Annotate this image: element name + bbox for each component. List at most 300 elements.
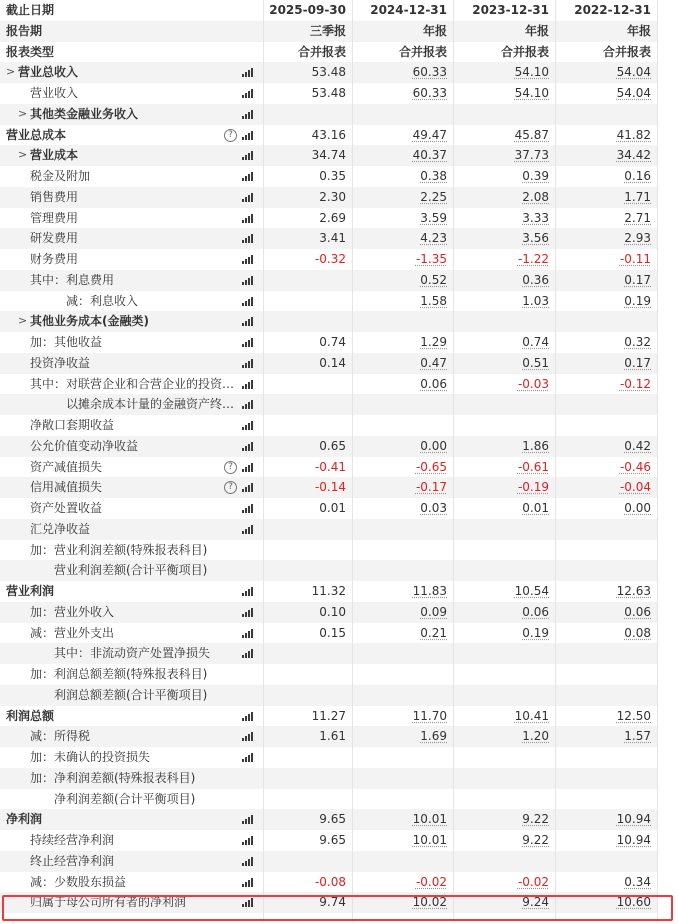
table-row[interactable] <box>0 457 657 478</box>
table-row[interactable] <box>0 208 657 229</box>
row-label-text: 其他业务成本(金融类) <box>30 314 149 329</box>
question-circle-icon[interactable]: ? <box>224 129 237 142</box>
table-row[interactable] <box>0 664 657 685</box>
col-2022-12-31-value <box>555 685 657 706</box>
col-2024-12-31-value <box>352 311 453 332</box>
table-row[interactable] <box>0 311 657 332</box>
col-2022-12-31-value <box>555 394 657 415</box>
col-2023-12-31-value: 10.54 <box>514 584 549 598</box>
table-row[interactable] <box>0 706 657 727</box>
col-2023-12-31-value: 3.56 <box>522 231 549 246</box>
col-2025-09-30-value: 53.48 <box>311 65 346 80</box>
row-label-text: 资产处置收益 <box>30 501 103 515</box>
col-2022-12-31-value: 0.00 <box>624 501 651 515</box>
col-2025-09-30-value: 3.41 <box>319 231 346 246</box>
col-2024-12-31-value: 0.47 <box>420 355 447 370</box>
col-2023-12-31-value: 0.06 <box>522 604 549 619</box>
col-2024-12-31-value: 1.29 <box>420 335 447 349</box>
col-2025-09-30-value <box>263 664 352 685</box>
bar-chart-icon[interactable] <box>242 317 254 326</box>
col-2022-12-31-value <box>555 747 657 768</box>
row-label <box>0 270 263 291</box>
col-2022-12-31-value: 0.19 <box>624 293 651 308</box>
bar-chart-icon[interactable] <box>242 172 254 181</box>
col-2025-09-30-value <box>263 540 352 561</box>
col-2024-12-31-header: 年报 <box>422 23 447 38</box>
col-2023-12-31-value: 1.86 <box>522 438 549 453</box>
row-label-text: 减：营业外支出 <box>30 625 115 640</box>
row-label-text: 加：未确认的投资损失 <box>30 750 151 764</box>
bar-chart-icon[interactable] <box>242 732 254 741</box>
table-row[interactable] <box>0 768 657 789</box>
col-2022-12-31-value: 10.94 <box>616 833 651 847</box>
table-row[interactable] <box>0 519 657 540</box>
row-label-text: 减：利息收入 <box>66 293 139 308</box>
row-label-text: 净利润差额(合计平衡项目) <box>54 791 196 806</box>
table-row[interactable] <box>0 249 657 270</box>
col-2024-12-31-value: 11.70 <box>412 708 447 723</box>
row-label <box>0 311 263 332</box>
col-2023-12-31-value <box>453 851 555 872</box>
table-row[interactable] <box>0 125 657 146</box>
col-2025-09-30-value: -0.08 <box>314 874 346 889</box>
col-2023-12-31-value: 0.39 <box>522 169 549 183</box>
row-label-text: 加：其他收益 <box>30 335 103 349</box>
col-2022-12-31-value <box>555 104 657 125</box>
col-2023-12-31-value: 45.87 <box>514 127 549 142</box>
col-2023-12-31-value <box>453 104 555 125</box>
col-2022-12-31-value: 0.08 <box>624 625 651 640</box>
col-2023-12-31-value <box>453 685 555 706</box>
col-2023-12-31-value: 0.74 <box>522 335 549 349</box>
col-2023-12-31-value: 9.22 <box>522 812 549 827</box>
table-row[interactable] <box>0 353 657 374</box>
col-2024-12-31-value: 10.01 <box>412 833 447 847</box>
col-2023-12-31-value <box>453 643 555 664</box>
col-2023-12-31-value <box>453 540 555 561</box>
col-2024-12-31-value: 49.47 <box>412 127 447 142</box>
table-row[interactable] <box>0 581 657 602</box>
col-2025-09-30-value: 11.32 <box>311 584 346 598</box>
row-label <box>0 145 263 166</box>
col-2025-09-30-value <box>263 768 352 789</box>
row-label <box>0 394 263 415</box>
col-2022-12-31-value: 10.60 <box>616 895 651 910</box>
row-label <box>0 685 263 706</box>
col-2025-09-30-value <box>263 394 352 415</box>
row-label <box>0 477 263 498</box>
bar-chart-icon[interactable] <box>242 151 254 160</box>
chevron-right-icon[interactable]: > <box>18 106 28 120</box>
col-2025-09-30-value: 9.65 <box>319 812 346 827</box>
bar-chart-icon[interactable] <box>242 753 254 762</box>
col-2024-12-31-value: 3.59 <box>420 210 447 225</box>
row-label-text: 财务费用 <box>30 252 79 266</box>
row-label <box>0 436 263 457</box>
col-2022-12-31-value <box>555 851 657 872</box>
table-row[interactable] <box>0 809 657 830</box>
row-label-text: 终止经营净利润 <box>30 853 115 868</box>
col-2025-09-30-value: 0.10 <box>319 604 346 619</box>
bar-chart-icon[interactable] <box>242 234 254 243</box>
bar-chart-icon[interactable] <box>242 836 254 845</box>
col-2025-09-30-value <box>263 519 352 540</box>
row-label-text: 研发费用 <box>30 231 79 246</box>
bar-chart-icon[interactable] <box>242 193 254 202</box>
row-label-text: 税金及附加 <box>30 169 91 183</box>
col-2024-12-31-value <box>352 643 453 664</box>
bar-chart-icon[interactable] <box>242 608 254 617</box>
row-label <box>0 623 263 644</box>
col-2022-12-31-value <box>555 560 657 581</box>
col-2022-12-31-value: 54.04 <box>616 86 651 100</box>
col-2024-12-31-value: -0.02 <box>415 874 447 889</box>
row-label <box>0 706 263 727</box>
col-2022-12-31-value: 1.57 <box>624 729 651 744</box>
question-circle-icon[interactable]: ? <box>224 461 237 474</box>
col-2023-12-31-value <box>453 789 555 810</box>
row-label-text: 其中：利息费用 <box>30 272 115 287</box>
row-label-text: 营业利润 <box>6 584 55 598</box>
col-2024-12-31-value: 0.09 <box>420 604 447 619</box>
col-2025-09-30-value: 43.16 <box>311 127 346 142</box>
row-label <box>0 353 263 374</box>
col-2024-12-31-value: 1.69 <box>420 729 447 744</box>
row-label-text: 加：利润总额差额(特殊报表科目) <box>30 667 208 681</box>
column-divider <box>555 0 556 922</box>
row-label <box>0 830 263 851</box>
col-2025-09-30-value: 2.30 <box>319 189 346 204</box>
col-2023-12-31-header: 年报 <box>524 23 549 38</box>
row-label <box>0 789 263 810</box>
col-2022-12-31-value <box>555 664 657 685</box>
col-2022-12-31-value <box>555 643 657 664</box>
chevron-right-icon[interactable]: > <box>6 65 16 79</box>
row-label <box>0 187 263 208</box>
table-row[interactable] <box>0 602 657 623</box>
row-label <box>0 519 263 540</box>
bar-chart-icon[interactable] <box>242 338 254 347</box>
table-row[interactable] <box>0 394 657 415</box>
bar-chart-icon[interactable] <box>242 629 254 638</box>
col-2023-12-31-value: 9.22 <box>522 833 549 847</box>
col-2022-12-31-header: 年报 <box>626 23 651 38</box>
table-row[interactable] <box>0 145 657 166</box>
col-2025-09-30-value: 0.14 <box>319 355 346 370</box>
bar-chart-icon[interactable] <box>242 712 254 721</box>
row-label-text: 减：所得税 <box>30 729 91 744</box>
row-label-text: 营业利润差额(合计平衡项目) <box>54 563 208 578</box>
bar-chart-icon[interactable] <box>242 400 254 409</box>
col-2023-12-31-value: -1.22 <box>517 252 549 266</box>
col-2024-12-31-value: -1.35 <box>415 252 447 266</box>
col-2025-09-30-value <box>263 311 352 332</box>
col-2024-12-31-value: 0.03 <box>420 501 447 515</box>
table-row[interactable] <box>0 436 657 457</box>
table-row[interactable] <box>0 540 657 561</box>
col-2022-12-31-value: 54.04 <box>616 65 651 80</box>
table-row[interactable] <box>0 830 657 851</box>
table-row[interactable] <box>0 851 657 872</box>
row-label <box>0 291 263 312</box>
col-2025-09-30-value <box>263 270 352 291</box>
col-2024-12-31-value: 2.25 <box>420 189 447 204</box>
table-row[interactable] <box>0 291 657 312</box>
col-2025-09-30-value: 0.65 <box>319 438 346 453</box>
bar-chart-icon[interactable] <box>242 255 254 264</box>
table-row[interactable] <box>0 789 657 810</box>
col-2022-12-31-value: 0.16 <box>624 169 651 183</box>
col-2025-09-30-value <box>263 291 352 312</box>
bar-chart-icon[interactable] <box>242 815 254 824</box>
chevron-right-icon[interactable]: > <box>18 314 28 328</box>
table-row[interactable] <box>0 104 657 125</box>
bar-chart-icon[interactable] <box>242 587 254 596</box>
bar-chart-icon[interactable] <box>242 276 254 285</box>
col-2025-09-30-value <box>263 104 352 125</box>
col-2024-12-31-value: 10.01 <box>412 812 447 827</box>
row-label <box>0 726 263 747</box>
col-2025-09-30-header: 合并报表 <box>297 44 346 59</box>
row-label-text: 公允价值变动净收益 <box>30 438 139 453</box>
row-label <box>0 374 263 395</box>
col-2024-12-31-value: 4.23 <box>420 231 447 246</box>
bar-chart-icon[interactable] <box>242 110 254 119</box>
bar-chart-icon[interactable] <box>242 380 254 389</box>
table-row[interactable] <box>0 747 657 768</box>
col-2024-12-31-value: 40.37 <box>412 148 447 163</box>
col-2025-09-30-value: 0.15 <box>319 625 346 640</box>
bar-chart-icon[interactable] <box>242 421 254 430</box>
row-label <box>0 602 263 623</box>
header-label <box>0 0 263 21</box>
bar-chart-icon[interactable] <box>242 359 254 368</box>
chevron-right-icon[interactable]: > <box>18 148 28 162</box>
col-2025-09-30-value: -0.32 <box>314 252 346 266</box>
table-row[interactable] <box>0 270 657 291</box>
col-2022-12-31-header: 2022-12-31 <box>574 3 651 17</box>
question-circle-icon[interactable]: ? <box>224 481 237 494</box>
row-label <box>0 104 263 125</box>
col-2023-12-31-value: 54.10 <box>514 65 549 80</box>
table-row[interactable] <box>0 872 657 893</box>
col-2022-12-31-value <box>555 311 657 332</box>
row-label-text: 加：营业外收入 <box>30 604 115 619</box>
row-label-text: 加：营业利润差额(特殊报表科目) <box>30 542 208 557</box>
col-2022-12-31-value: 34.42 <box>616 148 651 163</box>
table-row[interactable] <box>0 498 657 519</box>
bar-chart-icon[interactable] <box>242 483 254 492</box>
highlight-box <box>2 895 673 921</box>
col-2022-12-31-value: -0.11 <box>619 252 651 266</box>
row-label <box>0 581 263 602</box>
col-2023-12-31-value: -0.03 <box>517 376 549 391</box>
col-2025-09-30-value <box>263 415 352 436</box>
row-label-text: 其中：对联营企业和合营企业的投资… <box>30 376 235 391</box>
col-2022-12-31-header: 合并报表 <box>602 44 651 59</box>
col-2022-12-31-value <box>555 415 657 436</box>
row-label <box>0 249 263 270</box>
col-2025-09-30-header: 2025-09-30 <box>269 3 346 17</box>
header-row <box>0 0 657 21</box>
col-2025-09-30-value <box>263 643 352 664</box>
col-2024-12-31-value <box>352 789 453 810</box>
row-label <box>0 643 263 664</box>
row-label-text: 营业收入 <box>30 86 79 100</box>
col-2023-12-31-value: 1.03 <box>522 293 549 308</box>
row-label-text: 营业总成本 <box>6 127 67 142</box>
table-row[interactable] <box>0 477 657 498</box>
table-row[interactable] <box>0 228 657 249</box>
col-2024-12-31-value: 1.58 <box>420 293 447 308</box>
row-label-text: 其中：非流动资产处置净损失 <box>54 646 211 661</box>
row-label <box>0 457 263 478</box>
col-2023-12-31-value: 37.73 <box>514 148 549 163</box>
col-2025-09-30-value <box>263 851 352 872</box>
col-2023-12-31-value: -0.19 <box>517 480 549 495</box>
col-2022-12-31-value <box>555 540 657 561</box>
col-2024-12-31-value <box>352 685 453 706</box>
col-2022-12-31-value <box>555 768 657 789</box>
col-2023-12-31-value: 0.51 <box>522 355 549 370</box>
bar-chart-icon[interactable] <box>242 649 254 658</box>
header-label <box>0 42 263 63</box>
row-label-text: 减：少数股东损益 <box>30 874 127 889</box>
col-2023-12-31-value <box>453 415 555 436</box>
col-2023-12-31-value: 0.19 <box>522 625 549 640</box>
col-2022-12-31-value: 41.82 <box>616 127 651 142</box>
bar-chart-icon[interactable] <box>242 878 254 887</box>
col-2024-12-31-value: 0.38 <box>420 169 447 183</box>
row-label <box>0 166 263 187</box>
col-2022-12-31-value: 0.42 <box>624 438 651 453</box>
table-row[interactable] <box>0 623 657 644</box>
row-label-text: 资产减值损失 <box>30 459 103 474</box>
col-2022-12-31-value: 0.32 <box>624 335 651 349</box>
col-2023-12-31-value <box>453 394 555 415</box>
row-label <box>0 62 263 83</box>
bar-chart-icon[interactable] <box>242 463 254 472</box>
table-row[interactable] <box>0 332 657 353</box>
col-2023-12-31-value <box>453 560 555 581</box>
col-2024-12-31-value <box>352 519 453 540</box>
col-2023-12-31-value: 0.36 <box>522 272 549 287</box>
bar-chart-icon[interactable] <box>242 214 254 223</box>
row-label-text: 利润总额差额(合计平衡项目) <box>54 687 208 702</box>
col-2024-12-31-value: 11.83 <box>412 584 447 598</box>
col-2024-12-31-value: 0.00 <box>420 438 447 453</box>
table-row[interactable] <box>0 415 657 436</box>
col-2023-12-31-value: 2.08 <box>522 189 549 204</box>
row-label-text: 加：净利润差额(特殊报表科目) <box>30 770 196 785</box>
header-label-text: 报表类型 <box>6 44 55 59</box>
row-label <box>0 332 263 353</box>
col-2022-12-31-value: 0.06 <box>624 604 651 619</box>
col-2025-09-30-header: 三季报 <box>309 23 346 38</box>
row-label <box>0 125 263 146</box>
col-2025-09-30-value: 0.35 <box>319 169 346 183</box>
header-label <box>0 21 263 42</box>
table-row[interactable] <box>0 166 657 187</box>
col-2023-12-31-value: 0.01 <box>522 501 549 515</box>
col-2024-12-31-value: 60.33 <box>412 86 447 100</box>
col-2023-12-31-value <box>453 747 555 768</box>
bar-chart-icon[interactable] <box>242 131 254 140</box>
row-label <box>0 498 263 519</box>
col-2022-12-31-value: 12.50 <box>616 708 651 723</box>
col-2022-12-31-value: 0.17 <box>624 355 651 370</box>
bar-chart-icon[interactable] <box>242 857 254 866</box>
table-row[interactable] <box>0 643 657 664</box>
col-2022-12-31-value: -0.04 <box>619 480 651 495</box>
bar-chart-icon[interactable] <box>242 297 254 306</box>
col-2024-12-31-value <box>352 664 453 685</box>
col-2025-09-30-value: 9.65 <box>319 833 346 847</box>
col-2024-12-31-header: 2024-12-31 <box>370 3 447 17</box>
col-2025-09-30-value <box>263 560 352 581</box>
col-2024-12-31-value: 10.02 <box>412 895 447 910</box>
column-divider <box>352 0 353 922</box>
header-row <box>0 42 657 63</box>
col-2023-12-31-header: 合并报表 <box>500 44 549 59</box>
row-label-text: 利润总额 <box>6 708 55 723</box>
col-2023-12-31-value: 10.41 <box>514 708 549 723</box>
table-row[interactable] <box>0 83 657 104</box>
bar-chart-icon[interactable] <box>242 442 254 451</box>
col-2022-12-31-value: 2.93 <box>624 231 651 246</box>
table-row[interactable] <box>0 685 657 706</box>
bar-chart-icon[interactable] <box>242 89 254 98</box>
column-divider <box>657 0 658 922</box>
row-label <box>0 540 263 561</box>
table-row[interactable] <box>0 187 657 208</box>
col-2022-12-31-value: 0.34 <box>624 874 651 889</box>
table-row[interactable] <box>0 726 657 747</box>
row-label <box>0 560 263 581</box>
col-2023-12-31-value: 9.24 <box>522 895 549 910</box>
col-2024-12-31-header: 合并报表 <box>398 44 447 59</box>
col-2024-12-31-value <box>352 768 453 789</box>
col-2025-09-30-value: -0.14 <box>314 480 346 495</box>
col-2022-12-31-value <box>555 789 657 810</box>
col-2024-12-31-value <box>352 415 453 436</box>
col-2022-12-31-value: -0.12 <box>619 376 651 391</box>
table-row[interactable] <box>0 62 657 83</box>
table-row[interactable] <box>0 374 657 395</box>
row-label <box>0 768 263 789</box>
col-2025-09-30-value: 0.01 <box>319 501 346 515</box>
col-2024-12-31-value <box>352 540 453 561</box>
bar-chart-icon[interactable] <box>242 504 254 513</box>
row-label-text: 持续经营净利润 <box>30 833 115 847</box>
row-label-text: 营业成本 <box>30 148 79 163</box>
row-label <box>0 83 263 104</box>
row-label-text: 净敞口套期收益 <box>30 418 115 432</box>
col-2023-12-31-value: 54.10 <box>514 86 549 100</box>
table-row[interactable] <box>0 560 657 581</box>
row-label-text: 信用减值损失 <box>30 480 103 495</box>
col-2023-12-31-value <box>453 768 555 789</box>
col-2022-12-31-value: 12.63 <box>616 584 651 598</box>
col-2025-09-30-value <box>263 747 352 768</box>
header-label-text: 截止日期 <box>6 3 55 17</box>
col-2024-12-31-value <box>352 104 453 125</box>
bar-chart-icon[interactable] <box>242 68 254 77</box>
col-2022-12-31-value: 2.71 <box>624 210 651 225</box>
bar-chart-icon[interactable] <box>242 525 254 534</box>
col-2022-12-31-value: -0.46 <box>619 459 651 474</box>
row-label-text: 管理费用 <box>30 210 79 225</box>
